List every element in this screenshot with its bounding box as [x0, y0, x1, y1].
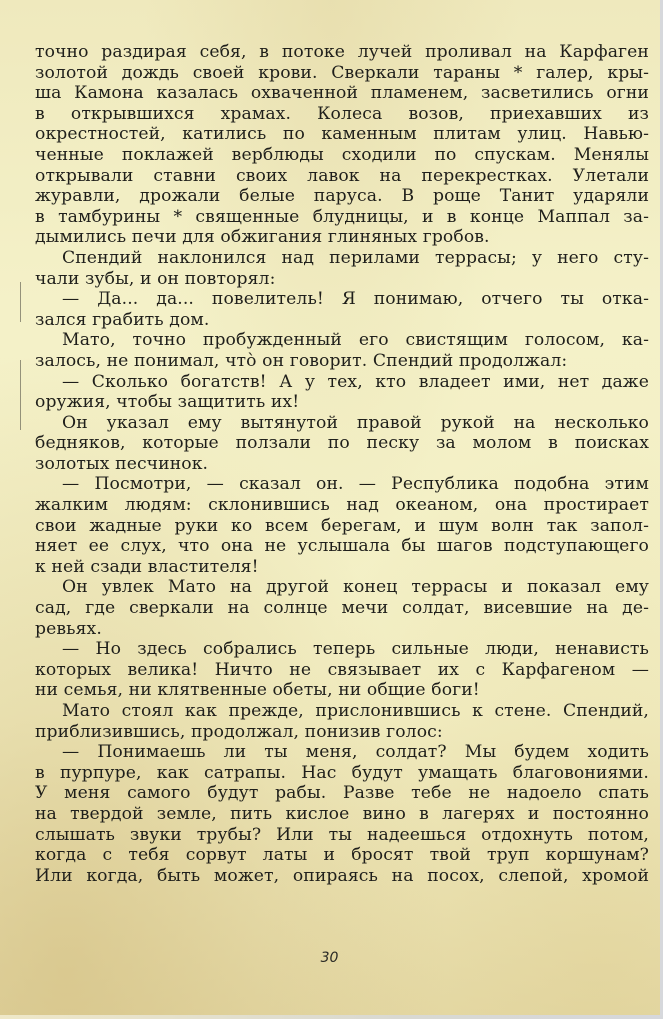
text-line: на твердой земле, пить кислое вино в лагерях и постоянно: [35, 803, 649, 824]
text-line: дымились печи для обжигания глиняных гробов.: [35, 227, 490, 248]
text-line: к ней сзади властителя!: [35, 556, 259, 577]
margin-mark: [20, 360, 21, 430]
text-line: Спендий наклонился над перилами террасы; у него сту-: [62, 247, 649, 268]
text-line: когда с тебя сорвут латы и бросят твой труп коршунам?: [35, 845, 649, 866]
text-line: Или когда, быть может, опираясь на посох, слепой, хромой: [35, 865, 649, 886]
text-line: ревьях.: [35, 618, 102, 639]
text-line: — Да... да... повелитель! Я понимаю, отчего ты отка-: [62, 289, 649, 310]
text-line: свои жадные руки ко всем берегам, и шум волн так запол-: [35, 515, 649, 536]
text-line: У меня самого будут рабы. Разве тебе не надоело спать: [35, 783, 649, 804]
text-line: слышать звуки трубы? Или ты надеешься отдохнуть потом,: [35, 824, 649, 845]
text-line: окрестностей, катились по каменным плитам улиц. Навью-: [35, 124, 649, 145]
text-line: — Понимаешь ли ты меня, солдат? Мы будем ходить: [62, 742, 649, 763]
text-line: бедняков, которые ползали по песку за молом в поисках: [35, 433, 649, 454]
text-line: в пурпуре, как сатрапы. Нас будут умащать благовониями.: [35, 762, 649, 783]
text-line: сад, где сверкали на солнце мечи солдат, висевшие на де-: [35, 598, 649, 619]
text-line: няет ее слух, что она не услышала бы шагов подступающего: [35, 536, 649, 557]
text-line: открывали ставни своих лавок на перекрестках. Улетали: [35, 165, 649, 186]
page-number: 30: [320, 950, 339, 966]
text-line: ченные поклажей верблюды сходили по спускам. Менялы: [35, 144, 649, 165]
text-line: журавли, дрожали белые паруса. В роще Танит ударяли: [35, 186, 649, 207]
text-line: золотой дождь своей крови. Сверкали тараны * галер, кры-: [35, 62, 649, 83]
body-text: [35, 42, 649, 886]
text-line: золотых песчинок.: [35, 453, 209, 474]
text-line: залось, не понимал, что̀ он говорит. Спендий продолжал:: [35, 350, 568, 371]
text-line: Он увлек Мато на другой конец террасы и показал ему: [62, 577, 649, 598]
text-line: в тамбурины * священные блудницы, и в конце Маппал за-: [35, 206, 649, 227]
text-line: точно раздирая себя, в потоке лучей проливал на Карфаген: [35, 42, 649, 62]
text-line: жалким людям: склонившись над океаном, она простирает: [35, 495, 649, 516]
text-line: — Но здесь собрались теперь сильные люди, ненависть: [62, 639, 649, 660]
text-line: которых велика! Ничто не связывает их с Карфагеном —: [35, 659, 649, 680]
margin-mark: [20, 282, 21, 322]
text-line: Мато, точно пробужденный его свистящим голосом, ка-: [62, 330, 649, 351]
text-line: ни семья, ни клятвенные обеты, ни общие боги!: [35, 680, 480, 701]
page-edge-bottom: [0, 1015, 663, 1019]
text-line: — Сколько богатств! А у тех, кто владеет ими, нет даже: [62, 371, 649, 392]
text-line: — Посмотри, — сказал он. — Республика подобна этим: [62, 474, 649, 495]
text-line: зался грабить дом.: [35, 309, 210, 330]
text-line: приблизившись, продолжал, понизив голос:: [35, 721, 443, 742]
text-line: оружия, чтобы защитить их!: [35, 392, 300, 413]
text-line: чали зубы, и он повторял:: [35, 268, 276, 289]
text-line: Мато стоял как прежде, прислонившись к стене. Спендий,: [62, 701, 649, 721]
text-line: в открывшихся храмах. Колеса возов, приехавших из: [35, 103, 649, 124]
text-line: Он указал ему вытянутой правой рукой на несколько: [62, 412, 649, 433]
text-line: ша Камона казалась охваченной пламенем, засветились огни: [35, 83, 649, 104]
